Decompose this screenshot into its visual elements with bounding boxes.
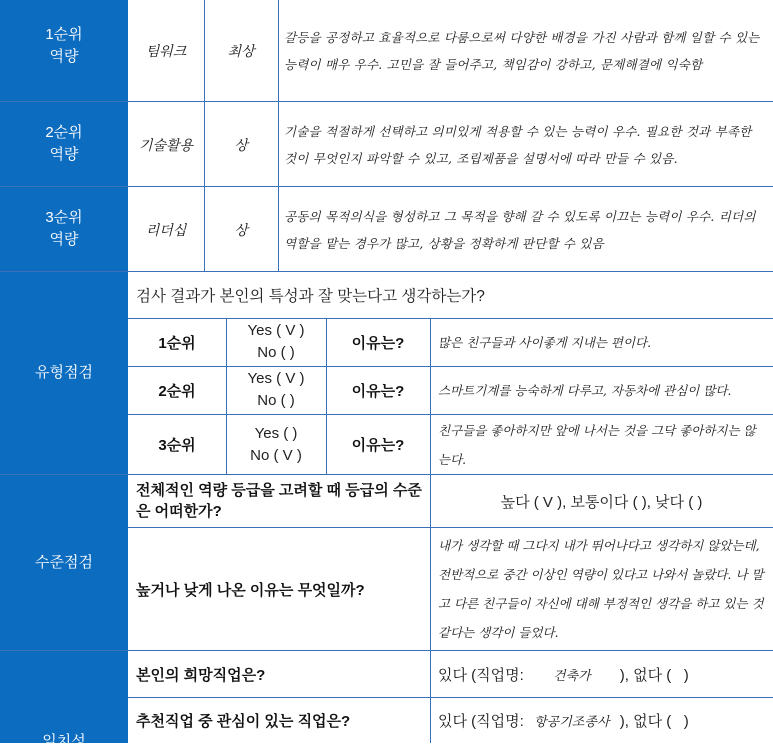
match-check-label <box>0 651 128 750</box>
match-answer-2[interactable] <box>430 697 773 743</box>
no-option[interactable]: No ( ) <box>257 392 295 409</box>
rank-label-2 <box>0 102 128 186</box>
desired-job: 건축가 <box>552 668 591 684</box>
yes-no-choice-3[interactable] <box>226 414 326 475</box>
competency-name-1: 팀워크 <box>145 44 187 60</box>
competency-row-1 <box>0 0 773 102</box>
type-check-section <box>0 272 773 475</box>
rank-label-3 <box>0 187 128 271</box>
level-answer-1[interactable]: 높다 ( V ), 보통이다 ( ), 낮다 ( ) <box>500 493 703 511</box>
level-check-label: 수준점검 <box>0 475 128 650</box>
level-question-2: 높거나 낮게 나온 이유는 무엇일까? <box>136 581 365 599</box>
type-rank-3: 3순위 <box>158 437 196 454</box>
competency-description-2: 기술을 적절하게 선택하고 의미있게 적용할 수 있는 능력이 우수. 필요한 것과 부족한 것이 무엇인지 파악할 수 있고, 조립제품을 설명서에 따라 만들 수 있음. <box>284 123 752 166</box>
rank-label-1 <box>0 0 128 101</box>
no-option[interactable]: No ( ) <box>257 344 295 361</box>
match-answer-1-suffix: ), 없다 ( ) <box>619 666 689 684</box>
match-answer-2-prefix: 있다 (직업명: <box>438 712 524 730</box>
match-question-2: 추천직업 중 관심이 있는 직업은? <box>136 712 351 730</box>
match-question-1: 본인의 희망직업은? <box>136 666 266 684</box>
match-answer-1-prefix: 있다 (직업명: <box>438 666 524 684</box>
level-question-1: 전체적인 역량 등급을 고려할 때 등급의 수준은 어떠한가? <box>136 482 422 520</box>
type-rank-1: 1순위 <box>158 334 196 352</box>
yes-option[interactable]: Yes ( V ) <box>247 370 305 387</box>
rank-label-text: 2순위 역량 <box>45 124 83 163</box>
competency-description-1: 갈등을 공정하고 효율적으로 다룸으로써 다양한 배경을 가진 사람과 함께 일할 수 있는 능력이 매우 우수. 고민을 잘 들어주고, 책임감이 강하고, 문제해결에 익숙함 <box>284 30 760 72</box>
yes-option[interactable]: Yes ( ) <box>254 424 298 442</box>
reason-label-1: 이유는? <box>351 334 405 352</box>
type-rank-2: 2순위 <box>158 382 196 400</box>
no-option[interactable]: No ( V ) <box>250 446 302 464</box>
rank-label-text: 3순위 역량 <box>45 209 83 248</box>
competency-level-2: 상 <box>234 137 248 154</box>
competency-name-2: 기술활용 <box>138 137 194 154</box>
match-answer-2-suffix: ), 없다 ( ) <box>619 712 689 730</box>
level-answer-2: 내가 생각할 때 그다지 내가 뛰어나다고 생각하지 않았는데, 전반적으로 중간 이상인 역량이 있다고 나와서 놀랐다. 나 말고 다른 친구들이 자신에 대해 부정적인 생각을 하고 있는 것 같다는 생각이 들었다. <box>438 538 764 640</box>
reason-label-2: 이유는? <box>351 382 405 400</box>
type-check-question: 검사 결과가 본인의 특성과 잘 맞는다고 생각하는가? <box>136 288 485 305</box>
match-check-section <box>0 651 773 750</box>
reason-answer-2: 스마트기계를 능숙하게 다루고, 자동차에 관심이 많다. <box>438 382 732 398</box>
reason-answer-1: 많은 친구들과 사이좋게 지내는 편이다. <box>438 334 652 350</box>
type-check-label: 유형점검 <box>0 272 128 474</box>
competency-level-3: 상 <box>234 222 248 239</box>
rank-label-text: 1순위 역량 <box>45 26 83 65</box>
recommended-job: 항공기조종사 <box>534 714 610 730</box>
reason-answer-3: 친구들을 좋아하지만 앞에 나서는 것을 그닥 좋아하지는 않는다. <box>438 422 756 467</box>
match-answer-1[interactable] <box>430 651 773 697</box>
reason-label-3: 이유는? <box>351 437 405 454</box>
competency-name-3: 리더십 <box>145 222 187 239</box>
competency-level-1: 최상 <box>227 44 255 60</box>
yes-no-choice-1[interactable] <box>226 318 326 366</box>
competency-row-3 <box>0 187 773 272</box>
competency-description-3: 공동의 목적의식을 형성하고 그 목적을 향해 갈 수 있도록 이끄는 능력이 우수. 리더의 역할을 맡는 경우가 많고, 상황을 정확하게 판단할 수 있음 <box>284 208 756 251</box>
level-check-section <box>0 475 773 651</box>
match-check-label-text: 일치성 <box>42 733 86 750</box>
competency-row-2 <box>0 102 773 187</box>
yes-option[interactable]: Yes ( V ) <box>247 322 305 339</box>
yes-no-choice-2[interactable] <box>226 366 326 414</box>
